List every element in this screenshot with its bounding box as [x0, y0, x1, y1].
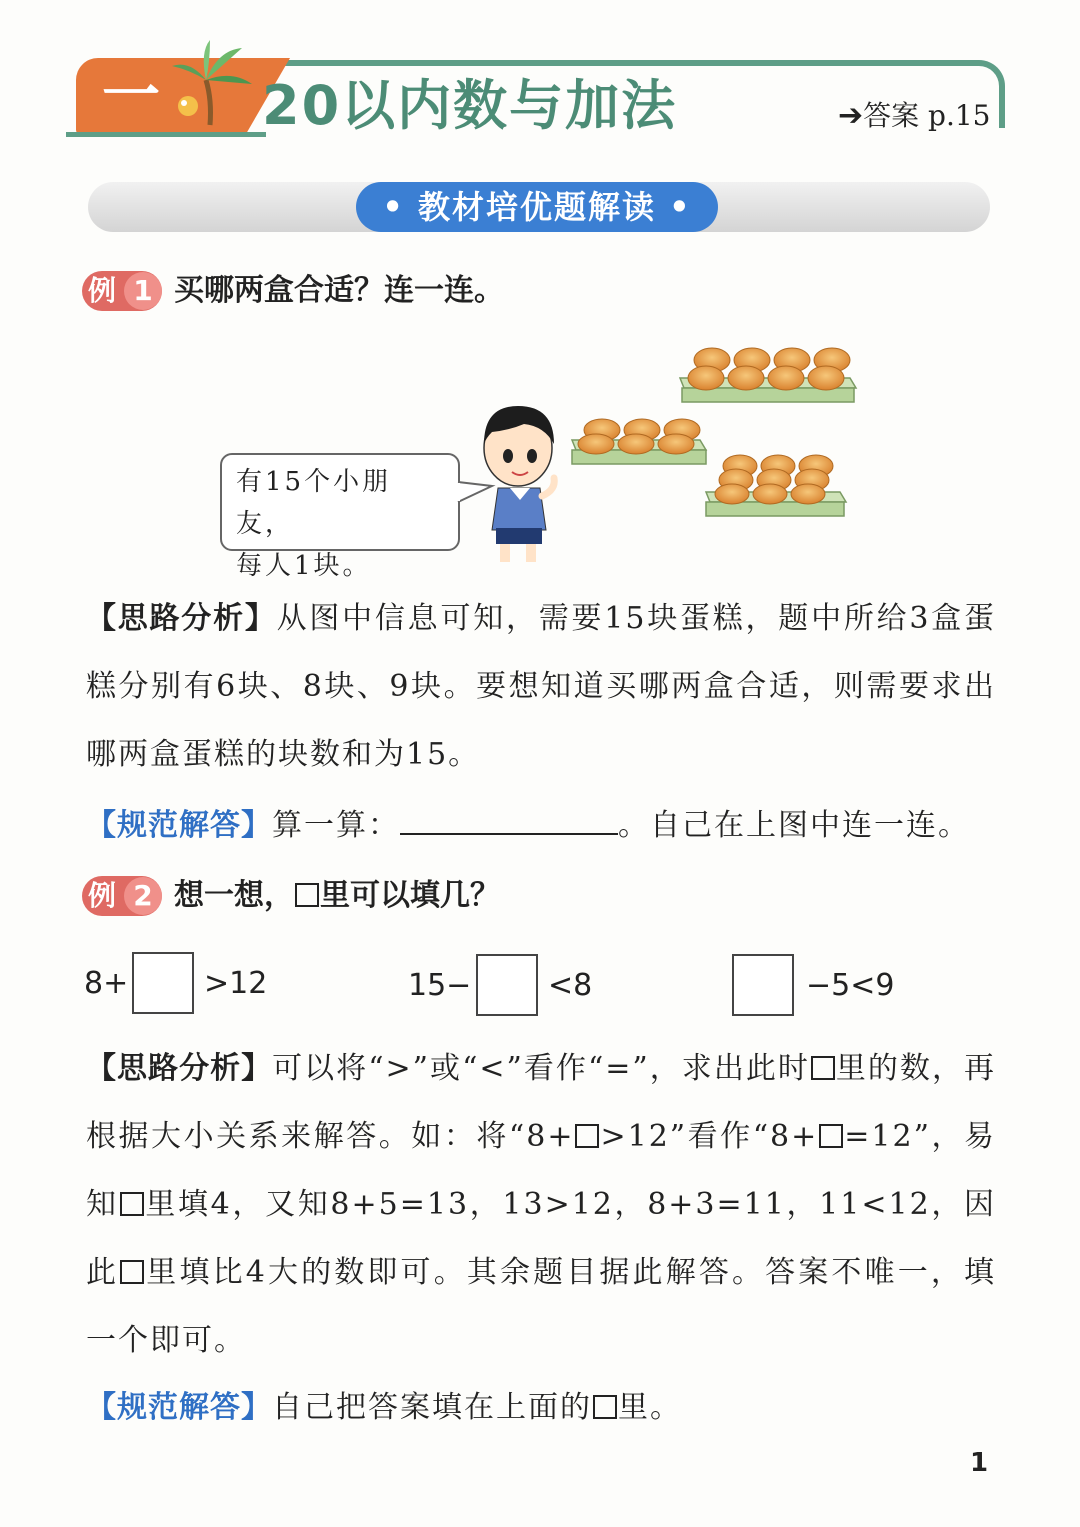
empty-box-icon — [575, 1124, 599, 1148]
empty-box-icon — [593, 1395, 617, 1419]
answer-reference-text: 答案 p.15 — [863, 99, 991, 132]
equation-1-answer-box[interactable] — [132, 952, 194, 1014]
example-2-answer — [86, 1374, 996, 1442]
speech-bubble — [220, 453, 460, 581]
example-1-analysis — [86, 585, 996, 789]
answer-blank[interactable] — [400, 803, 618, 835]
cake-boxes-illustration — [560, 330, 870, 530]
example-1-badge — [82, 271, 162, 311]
analysis-tag: 【思路分析】 — [86, 1051, 273, 1086]
answer-text: 里。 — [618, 1390, 682, 1425]
speech-bubble-tail — [456, 480, 496, 510]
example-badge-number: 2 — [124, 877, 162, 915]
analysis-tag: 【思路分析】 — [86, 601, 277, 636]
empty-box-icon — [120, 1260, 144, 1284]
analysis-text: 里的数，再根据大小关系来解答。如：将“8+ — [86, 1051, 997, 1154]
cake-box-8 — [680, 348, 856, 402]
analysis-text: 可以将“>”或“<”看作“=”，求出此时 — [272, 1051, 810, 1086]
equation-2-right: <8 — [548, 968, 593, 1003]
chapter-tab-underline — [66, 132, 266, 137]
equation-2-left: 15− — [408, 968, 472, 1003]
speech-line-1: 有15个小朋友， — [236, 467, 392, 539]
empty-box-icon — [120, 1192, 144, 1216]
example-badge-number: 1 — [124, 272, 162, 310]
empty-box-icon — [811, 1056, 835, 1080]
page-number: 1 — [970, 1448, 989, 1478]
chapter-number: 一 — [101, 61, 160, 129]
example-1-question: 买哪两盒合适？连一连。 — [174, 273, 504, 308]
analysis-text: >12”看作“8+ — [600, 1119, 819, 1154]
cake-box-6 — [572, 419, 706, 464]
analysis-text: =12”，易知 — [86, 1119, 996, 1222]
dot-icon: • — [382, 188, 405, 226]
equation-1-left: 8+ — [84, 966, 129, 1001]
example-2-badge — [82, 876, 162, 916]
equation-3-answer-box[interactable] — [732, 954, 794, 1016]
chapter-title: 20以内数与加法 — [262, 74, 678, 137]
answer-suffix: 。自己在上图中连一连。 — [618, 808, 970, 843]
analysis-text: 从图中信息可知，需要15块蛋糕，题中所给3盒蛋糕分别有6块、8块、9块。要想知道买哪两盒合适，则需要求出哪两盒蛋糕的块数和为15。 — [86, 601, 996, 772]
cake-box-9 — [706, 455, 846, 516]
section-title: 教材培优题解读 — [417, 188, 656, 226]
example-1-answer — [86, 792, 996, 860]
answer-reference — [838, 96, 991, 136]
equation-3-right: −5<9 — [806, 968, 895, 1003]
equation-2-answer-box[interactable] — [476, 954, 538, 1016]
example-badge-word: 例 — [88, 879, 117, 912]
empty-box-icon — [819, 1124, 843, 1148]
answer-prefix: 算一算： — [272, 808, 400, 843]
answer-tag: 【规范解答】 — [86, 808, 272, 843]
answer-text: 自己把答案填在上面的 — [272, 1390, 592, 1425]
analysis-text: 里填比4大的数即可。其余题目据此解答。答案不唯一，填一个即可。 — [86, 1255, 997, 1358]
palm-tree-icon — [170, 40, 260, 130]
speech-line-2: 每人1块。 — [236, 551, 372, 581]
example-2-question — [174, 876, 500, 916]
section-title-pill — [356, 182, 718, 232]
empty-box-icon — [295, 883, 319, 907]
question-part-b: 里可以填几？ — [320, 878, 500, 913]
question-part-a: 想一想， — [174, 878, 294, 913]
example-2-analysis — [86, 1035, 996, 1375]
example-badge-word: 例 — [88, 274, 117, 307]
answer-tag: 【规范解答】 — [86, 1390, 272, 1425]
arrow-right-icon: ➔ — [838, 98, 864, 133]
dot-icon: • — [669, 188, 692, 226]
equation-1-right: >12 — [204, 966, 268, 1001]
analysis-text: 里填4，又知8+5=13，13>12，8+3=11，11<12，因此 — [86, 1187, 996, 1290]
